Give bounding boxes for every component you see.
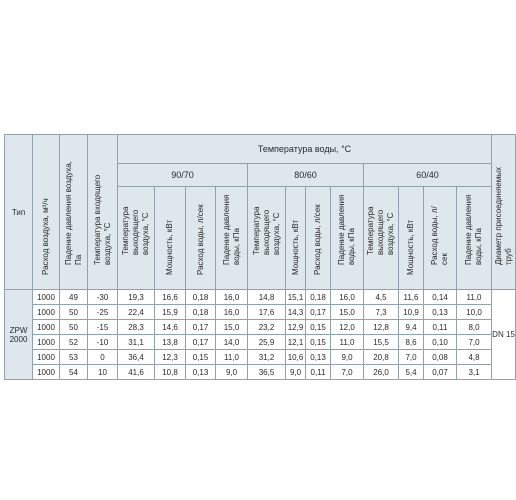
table-cell: 12,0 [331, 320, 364, 335]
specification-table [4, 134, 516, 380]
table-cell: 53 [60, 350, 88, 365]
table-cell: 10 [88, 365, 118, 380]
table-cell: 12,9 [286, 320, 306, 335]
table-cell: 50 [60, 305, 88, 320]
table-cell: 0,11 [306, 365, 331, 380]
table-cell: 19,3 [118, 290, 155, 305]
table-row [5, 350, 516, 365]
table-cell: 12,8 [364, 320, 399, 335]
pipe-diameter-header: Диаметр присоединяемых труб [493, 166, 513, 265]
water-temp-header: Температура воды, °C [118, 135, 492, 164]
table-cell: 1000 [33, 305, 60, 320]
table-cell: 0,13 [306, 350, 331, 365]
table-cell: 0 [88, 350, 118, 365]
inlet-temp-header: Температура входящего воздуха, °C [92, 174, 112, 265]
table-cell: 7,3 [364, 305, 399, 320]
table-cell: 0,07 [424, 365, 457, 380]
table-cell: 31,1 [118, 335, 155, 350]
table-row [5, 320, 516, 335]
sub-flow-80: Расход воды, л/сек [306, 187, 331, 290]
table-cell: 14,6 [155, 320, 186, 335]
table-cell: 7,0 [331, 365, 364, 380]
type-value-cell: ZPW 2000 [5, 290, 33, 380]
table-cell: 4,5 [364, 290, 399, 305]
sub-outlet-temp-90: Температура выходящего воздуха, °C [118, 187, 155, 290]
table-cell: 11,0 [331, 335, 364, 350]
air-pressure-drop-header-cell [60, 135, 88, 290]
table-cell: 49 [60, 290, 88, 305]
table-cell: 8,0 [457, 320, 492, 335]
table-cell: 9,0 [286, 365, 306, 380]
table-cell: 17,6 [248, 305, 286, 320]
table-cell: 15,5 [364, 335, 399, 350]
airflow-header-cell [33, 135, 60, 290]
table-cell: 1000 [33, 365, 60, 380]
airflow-header: Расход воздуха, м³/ч [41, 198, 50, 275]
table-cell: -30 [88, 290, 118, 305]
group-60-40: 60/40 [364, 164, 492, 187]
table-row [5, 290, 516, 305]
table-cell: 16,0 [216, 290, 248, 305]
table-cell: 11,0 [216, 350, 248, 365]
table-cell: 5,4 [399, 365, 424, 380]
table-cell: 14,0 [216, 335, 248, 350]
air-pressure-drop-header: Падение давления воздуха, Па [63, 161, 83, 265]
table-cell: 36,5 [248, 365, 286, 380]
table-body [5, 290, 516, 380]
table-cell: -25 [88, 305, 118, 320]
sub-outlet-temp-80: Температура выходящего воздуха, °C [248, 187, 286, 290]
table-cell: 7,0 [399, 350, 424, 365]
table-cell: 50 [60, 320, 88, 335]
group-90-70: 90/70 [118, 164, 248, 187]
sub-water-pressure-80: Падение давления воды, кПа [331, 187, 364, 290]
sub-power-90: Мощность, кВт [155, 187, 186, 290]
table-cell: 0,15 [306, 320, 331, 335]
table-cell: 1000 [33, 335, 60, 350]
table-cell: 1000 [33, 290, 60, 305]
table-cell: 36,4 [118, 350, 155, 365]
table-cell: 7,0 [457, 335, 492, 350]
pipe-diameter-header-cell [492, 135, 516, 290]
table-cell: 12,3 [155, 350, 186, 365]
table-cell: 54 [60, 365, 88, 380]
table-cell: 10,0 [457, 305, 492, 320]
table-cell: 9,0 [216, 365, 248, 380]
table-cell: 15,9 [155, 305, 186, 320]
sub-power-60: Мощность, кВт [399, 187, 424, 290]
table-cell: 16,6 [155, 290, 186, 305]
table-row [5, 335, 516, 350]
table-cell: 0,18 [186, 290, 216, 305]
table-cell: 0,13 [424, 305, 457, 320]
sub-water-pressure-60: Падение давления воды, кПа [457, 187, 492, 290]
group-80-60: 80/60 [248, 164, 364, 187]
table-cell: -10 [88, 335, 118, 350]
table-cell: 10,9 [399, 305, 424, 320]
sub-water-pressure-90: Падение давления воды, кПа [216, 187, 248, 290]
inlet-temp-header-cell [88, 135, 118, 290]
table-cell: 15,0 [216, 320, 248, 335]
table-cell: 10,6 [286, 350, 306, 365]
table-cell: 13,8 [155, 335, 186, 350]
sub-flow-90: Расход воды, л/сек [186, 187, 216, 290]
table-cell: 23,2 [248, 320, 286, 335]
header-row-1 [5, 135, 516, 164]
table-cell: 0,15 [306, 335, 331, 350]
table-cell: 0,10 [424, 335, 457, 350]
table-cell: 0,18 [186, 305, 216, 320]
table-cell: 41,6 [118, 365, 155, 380]
table-cell: 15,1 [286, 290, 306, 305]
table-cell: 31,2 [248, 350, 286, 365]
table-cell: 22,4 [118, 305, 155, 320]
table-cell: 11,0 [457, 290, 492, 305]
table-cell: 1000 [33, 320, 60, 335]
type-header-cell [5, 135, 33, 290]
table-cell: 0,17 [186, 320, 216, 335]
table-cell: 20,8 [364, 350, 399, 365]
type-header: Тип [11, 207, 26, 217]
table-cell: 11,6 [399, 290, 424, 305]
table-cell: -15 [88, 320, 118, 335]
table-cell: 4,8 [457, 350, 492, 365]
table-cell: 0,15 [186, 350, 216, 365]
table-row [5, 365, 516, 380]
table-cell: 0,14 [424, 290, 457, 305]
table-cell: 28,3 [118, 320, 155, 335]
sub-outlet-temp-60: Температура выходящего воздуха, °C [364, 187, 399, 290]
sub-flow-60: Расход воды, л/ сек [424, 187, 457, 290]
table-cell: 16,0 [216, 305, 248, 320]
table-cell: 3,1 [457, 365, 492, 380]
table-cell: 0,08 [424, 350, 457, 365]
table-cell: 16,0 [331, 290, 364, 305]
table-cell: 10,8 [155, 365, 186, 380]
table-cell: 0,18 [306, 290, 331, 305]
table-cell: 9,0 [331, 350, 364, 365]
table-cell: 0,17 [306, 305, 331, 320]
table-cell: 14,3 [286, 305, 306, 320]
table-cell: 8,6 [399, 335, 424, 350]
table-cell: 15,0 [331, 305, 364, 320]
table-cell: 9,4 [399, 320, 424, 335]
table-cell: 25,9 [248, 335, 286, 350]
table-cell: 26,0 [364, 365, 399, 380]
pipe-diameter-value: DN 15 [492, 290, 516, 380]
sub-power-80: Мощность, кВт [286, 187, 306, 290]
table-cell: 14,8 [248, 290, 286, 305]
table-cell: 52 [60, 335, 88, 350]
table-cell: 0,13 [186, 365, 216, 380]
table-cell: 1000 [33, 350, 60, 365]
table-row [5, 305, 516, 320]
table-cell: 12,1 [286, 335, 306, 350]
table-cell: 0,11 [424, 320, 457, 335]
table-cell: 0,17 [186, 335, 216, 350]
